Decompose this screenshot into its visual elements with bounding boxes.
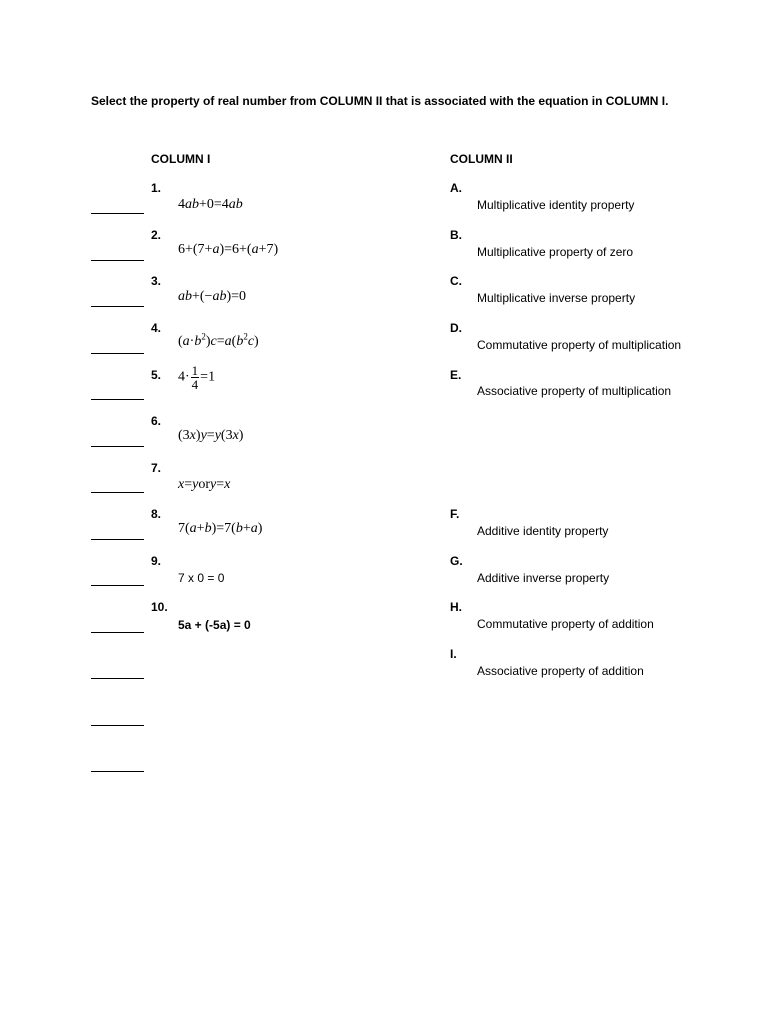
- item-number: 7.: [151, 461, 162, 475]
- column-2-header: COLUMN II: [450, 152, 513, 166]
- item-number: 9.: [151, 554, 162, 568]
- option-letter: D.: [450, 321, 462, 335]
- equation-2: 6+(7+a)=6+(a+7): [178, 242, 279, 257]
- item-number: 10.: [151, 600, 168, 614]
- answer-blank-10[interactable]: [91, 632, 144, 633]
- property-option-f: Additive identity property: [477, 524, 609, 538]
- property-option-h: Commutative property of addition: [477, 617, 654, 631]
- item-number: 1.: [151, 181, 162, 195]
- instructions: Select the property of real number from COLUMN II that is associated with the equation in COLUMN I.: [91, 94, 669, 108]
- answer-blank-3[interactable]: [91, 306, 144, 307]
- item-number: 8.: [151, 507, 162, 521]
- property-option-g: Additive inverse property: [477, 571, 610, 585]
- item-number: 6.: [151, 414, 162, 428]
- answer-blank-5[interactable]: [91, 399, 144, 400]
- answer-blank-11[interactable]: [91, 678, 144, 679]
- answer-blank-8[interactable]: [91, 539, 144, 540]
- equation-1: 4ab+0=4ab: [178, 197, 243, 212]
- fraction: $\frac{1}{4}$: [191, 363, 199, 392]
- option-letter: E.: [450, 368, 462, 382]
- property-option-d: Commutative property of multiplication: [477, 338, 682, 352]
- answer-blank-1[interactable]: [91, 213, 144, 214]
- item-number: 3.: [151, 274, 162, 288]
- property-option-e: Associative property of multiplication: [477, 384, 672, 398]
- option-letter: A.: [450, 181, 462, 195]
- property-option-c: Multiplicative inverse property: [477, 291, 636, 305]
- equation-9: 7 x 0 = 0: [178, 571, 225, 585]
- option-letter: B.: [450, 228, 462, 242]
- equation-6: (3x)y=y(3x): [178, 428, 244, 443]
- option-letter: I.: [450, 647, 457, 661]
- item-number: 2.: [151, 228, 162, 242]
- column-1-header: COLUMN I: [151, 152, 211, 166]
- equation-4: $(a\cdot b^2)c=a(b^2c)$: [178, 331, 259, 349]
- property-option-a: Multiplicative identity property: [477, 198, 635, 212]
- equation-5: 4· $\frac{1}{4}$ =1: [178, 363, 216, 392]
- property-option-i: Associative property of addition: [477, 664, 644, 678]
- answer-blank-9[interactable]: [91, 585, 144, 586]
- answer-blank-2[interactable]: [91, 260, 144, 261]
- answer-blank-7[interactable]: [91, 492, 144, 493]
- option-letter: G.: [450, 554, 463, 568]
- property-option-b: Multiplicative property of zero: [477, 245, 634, 259]
- option-letter: H.: [450, 600, 462, 614]
- equation-10: 5a + (-5a) = 0: [178, 618, 251, 632]
- equation-3: ab+(−ab)=0: [178, 289, 247, 304]
- answer-blank-13[interactable]: [91, 771, 144, 772]
- equation-7: x=yory=x: [178, 477, 231, 492]
- answer-blank-4[interactable]: [91, 353, 144, 354]
- option-letter: C.: [450, 274, 462, 288]
- equation-8: 7(a+b)=7(b+a): [178, 521, 263, 536]
- answer-blank-6[interactable]: [91, 446, 144, 447]
- item-number: 5.: [151, 368, 162, 382]
- item-number: 4.: [151, 321, 162, 335]
- option-letter: F.: [450, 507, 460, 521]
- answer-blank-12[interactable]: [91, 725, 144, 726]
